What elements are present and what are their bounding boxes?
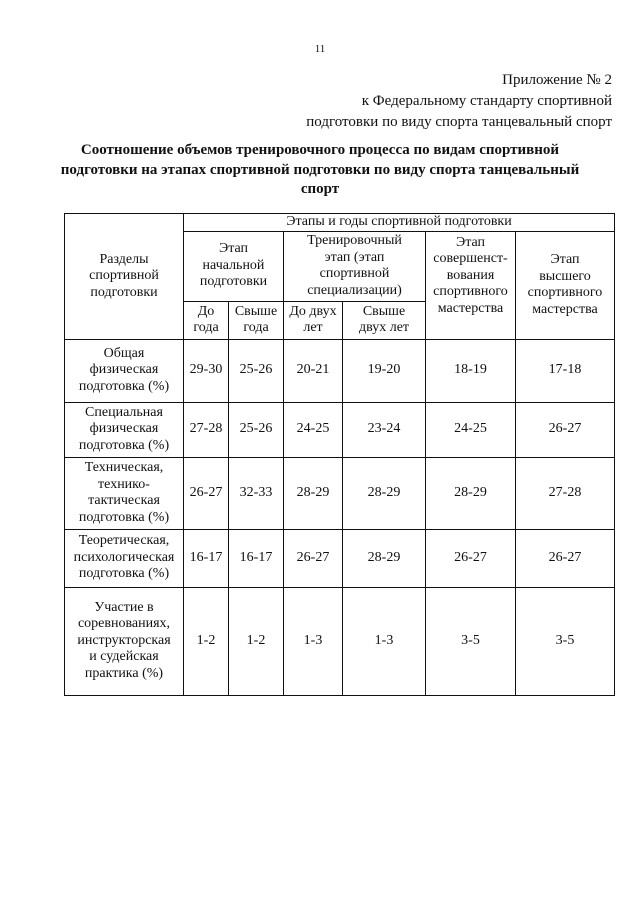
stage-improvement-header: Этап совершенст- вования спортивного мастерства — [426, 231, 516, 339]
training-ratio-table — [64, 213, 615, 696]
appendix-line: Приложение № 2 — [502, 72, 612, 88]
table-cell: 3-5 — [516, 587, 615, 695]
table-cell: 3-5 — [426, 587, 516, 695]
table-cell: 1-2 — [229, 587, 284, 695]
table-cell: 16-17 — [229, 529, 284, 587]
stage-training-header: Тренировочный этап (этап спортивной специализации) — [284, 231, 426, 301]
document-title-text: Соотношение объемов тренировочного процесса по видам спортивной подготовки на этапах спортивной подготовки по виду спорта танцевальный спорт — [60, 142, 580, 197]
table-row — [65, 529, 615, 587]
table-cell: 26-27 — [426, 529, 516, 587]
table-cell: 29-30 — [184, 339, 229, 402]
year-header: Свыше года — [229, 301, 284, 339]
table-row — [65, 587, 615, 695]
appendix-line: подготовки по виду спорта танцевальный спорт — [306, 114, 612, 130]
table-row — [65, 402, 615, 457]
stages-header: Этапы и годы спортивной подготовки — [184, 214, 615, 232]
table-cell: 23-24 — [343, 402, 426, 457]
appendix-header — [306, 70, 612, 133]
section-header: Разделы спортивной подготовки — [65, 214, 184, 340]
table-cell: 1-3 — [343, 587, 426, 695]
table-cell: 26-27 — [284, 529, 343, 587]
year-header: До двух лет — [284, 301, 343, 339]
stage-highest-header: Этап высшего спортивного мастерства — [516, 231, 615, 339]
appendix-line: к Федеральному стандарту спортивной — [361, 93, 612, 109]
stage-initial-header: Этап начальной подготовки — [184, 231, 284, 301]
table-cell: 25-26 — [229, 339, 284, 402]
table-cell: 17-18 — [516, 339, 615, 402]
table-cell: 28-29 — [343, 529, 426, 587]
row-label: Специальная физическая подготовка (%) — [65, 402, 184, 457]
table-row — [65, 339, 615, 402]
table-cell: 18-19 — [426, 339, 516, 402]
table-cell: 19-20 — [343, 339, 426, 402]
table-cell: 16-17 — [184, 529, 229, 587]
table-cell: 28-29 — [284, 457, 343, 529]
table-cell: 1-2 — [184, 587, 229, 695]
table-cell: 26-27 — [516, 402, 615, 457]
document-title — [60, 141, 580, 200]
table-cell: 24-25 — [284, 402, 343, 457]
row-label: Общая физическая подготовка (%) — [65, 339, 184, 402]
table-cell: 24-25 — [426, 402, 516, 457]
table-cell: 26-27 — [184, 457, 229, 529]
table-cell: 32-33 — [229, 457, 284, 529]
table-cell: 28-29 — [343, 457, 426, 529]
table-cell: 26-27 — [516, 529, 615, 587]
page-number: 11 — [314, 43, 326, 55]
table-cell: 20-21 — [284, 339, 343, 402]
table-cell: 27-28 — [516, 457, 615, 529]
row-label: Теоретическая, психологическая подготовка (%) — [65, 529, 184, 587]
table-cell: 25-26 — [229, 402, 284, 457]
table-cell: 27-28 — [184, 402, 229, 457]
year-header: Свыше двух лет — [343, 301, 426, 339]
table-cell: 28-29 — [426, 457, 516, 529]
row-label: Техническая, технико- тактическая подготовка (%) — [65, 457, 184, 529]
row-label: Участие в соревнованиях, инструкторская и судейская практика (%) — [65, 587, 184, 695]
table-row — [65, 457, 615, 529]
year-header: До года — [184, 301, 229, 339]
table-cell: 1-3 — [284, 587, 343, 695]
